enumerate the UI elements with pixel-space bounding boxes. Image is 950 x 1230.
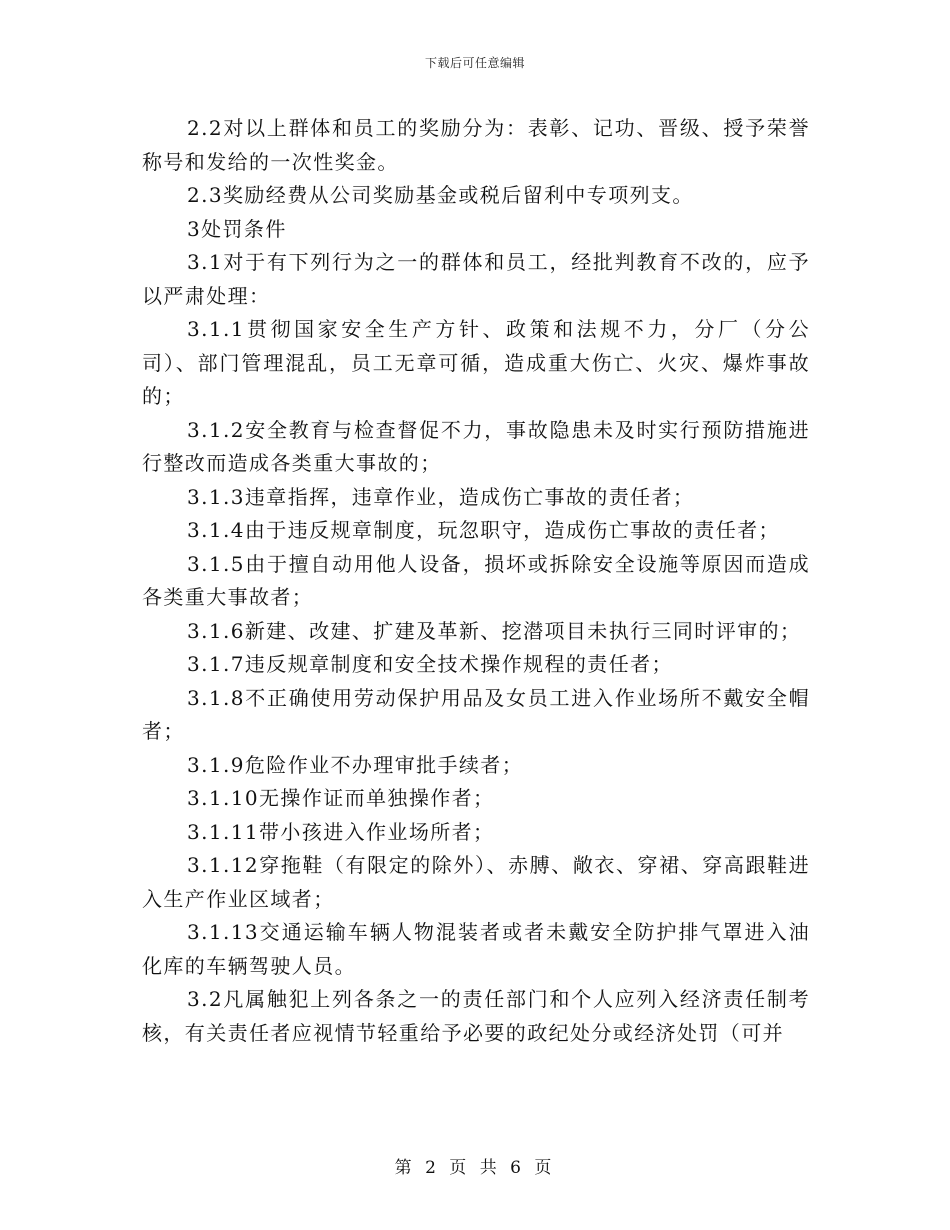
paragraph: 3.2凡属触犯上列各条之一的责任部门和个人应列入经济责任制考核，有关责任者应视情节轻重给予必要的政纪处分或经济处罚（可并 bbox=[142, 987, 810, 1045]
list-item: 3.1.13交通运输车辆人物混装者或者未戴安全防护排气罩进入油化库的车辆驾驶人员。 bbox=[142, 920, 810, 978]
list-item: 3.1.7违反规章制度和安全技术操作规程的责任者； bbox=[187, 652, 673, 676]
section-heading: 3处罚条件 bbox=[187, 216, 287, 241]
list-item: 3.1.5由于擅自动用他人设备，损坏或拆除安全设施等原因而造成各类重大事故者； bbox=[142, 551, 810, 609]
list-item: 3.1.12穿拖鞋（有限定的除外）、赤膊、敞衣、穿裙、穿高跟鞋进入生产作业区域者； bbox=[142, 853, 810, 911]
list-item: 3.1.2安全教育与检查督促不力，事故隐患未及时实行预防措施进行整改而造成各类重大事故的； bbox=[142, 417, 810, 475]
list-item: 3.1.3违章指挥，违章作业，造成伤亡事故的责任者； bbox=[187, 484, 695, 509]
paragraph: 2.2对以上群体和员工的奖励分为：表彰、记功、晋级、授予荣誉称号和发给的一次性奖金。 bbox=[142, 116, 810, 174]
list-item: 3.1.4由于违反规章制度，玩忽职守，造成伤亡事故的责任者； bbox=[187, 518, 780, 542]
list-item: 3.1.10无操作证而单独操作者； bbox=[187, 786, 495, 810]
list-item: 3.1.1贯彻国家安全生产方针、政策和法规不力，分厂（分公司）、部门管理混乱，员工无章可循，造成重大伤亡、火灾、爆炸事故的； bbox=[142, 317, 810, 408]
list-item: 3.1.6新建、改建、扩建及革新、挖潜项目未执行三同时评审的； bbox=[187, 618, 802, 643]
list-item: 3.1.8不正确使用劳动保护用品及女员工进入作业场所不戴安全帽者； bbox=[142, 685, 810, 743]
paragraph: 3.1对于有下列行为之一的群体和员工，经批判教育不改的，应予以严肃处理： bbox=[142, 250, 810, 308]
document-body bbox=[142, 112, 810, 1050]
page-header: 下载后可任意编辑 bbox=[424, 56, 525, 70]
list-item: 3.1.11带小孩进入作业场所者； bbox=[187, 819, 495, 844]
page-number-footer: 第 2 页 共 6 页 bbox=[394, 1158, 556, 1178]
list-item: 3.1.9危险作业不办理审批手续者； bbox=[187, 752, 524, 777]
paragraph: 2.3奖励经费从公司奖励基金或税后留利中专项列支。 bbox=[187, 183, 694, 207]
